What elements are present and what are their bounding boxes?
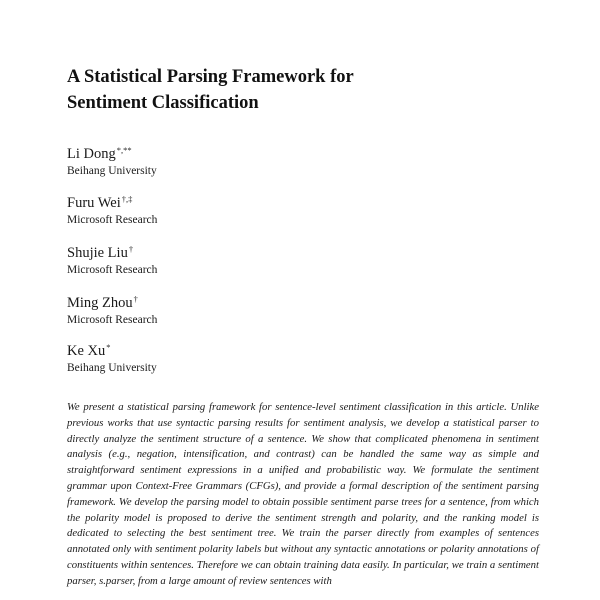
paper-title bbox=[67, 64, 537, 116]
author-block-1 bbox=[67, 145, 367, 179]
author-marks: *,** bbox=[116, 145, 132, 155]
author-name-text: Li Dong bbox=[67, 146, 116, 162]
author-block-5 bbox=[67, 342, 367, 376]
author-block-3 bbox=[67, 244, 367, 278]
author-name bbox=[67, 145, 367, 163]
author-name-text: Shujie Liu bbox=[67, 245, 128, 261]
author-name-text: Ke Xu bbox=[67, 343, 106, 359]
author-name bbox=[67, 342, 367, 360]
author-marks: † bbox=[133, 294, 138, 304]
abstract-text: We present a statistical parsing framework for sentence-level sentiment classification in this article. Unlike previous works that use syntactic parsing results for sentiment analysis, we develop a statistical parser to directly analyze the sentiment structure of a sentence. We show that complicated phenomena in sentiment analysis (e.g., negation, intensification, and contrast) can be handled the same way as simple and straightforward sentiment expressions in a unified and probabilistic way. We formulate the sentiment grammar upon Context-Free Grammars (CFGs), and provide a formal description of the sentiment parsing framework. We develop the parsing model to obtain possible sentiment parse trees for a sentence, from which the polarity model is proposed to derive the sentiment strength and polarity, and the ranking model is dedicated to selecting the best sentiment tree. We train the parser directly from examples of sentences annotated only with sentiment polarity labels but without any syntactic annotations or polarity annotations of constituents within sentences. Therefore we can obtain training data easily. In particular, we train a sentiment parser, s.parser, from a large amount of review sentences with bbox=[67, 401, 539, 587]
author-affiliation: Microsoft Research bbox=[67, 214, 158, 226]
author-name bbox=[67, 244, 367, 262]
author-block-2 bbox=[67, 194, 367, 228]
author-affiliation: Microsoft Research bbox=[67, 314, 158, 326]
author-marks: †,‡ bbox=[121, 194, 133, 204]
title-line-2: Sentiment Classification bbox=[67, 93, 259, 113]
author-name-text: Ming Zhou bbox=[67, 295, 133, 311]
author-name bbox=[67, 294, 367, 312]
author-marks: * bbox=[106, 342, 111, 352]
author-marks: † bbox=[128, 244, 134, 254]
author-block-4 bbox=[67, 294, 367, 328]
title-line-1: A Statistical Parsing Framework for bbox=[67, 67, 354, 87]
author-affiliation: Beihang University bbox=[67, 362, 157, 374]
author-name bbox=[67, 194, 367, 212]
author-name-text: Furu Wei bbox=[67, 195, 121, 211]
author-affiliation: Beihang University bbox=[67, 165, 157, 177]
author-affiliation: Microsoft Research bbox=[67, 264, 158, 276]
